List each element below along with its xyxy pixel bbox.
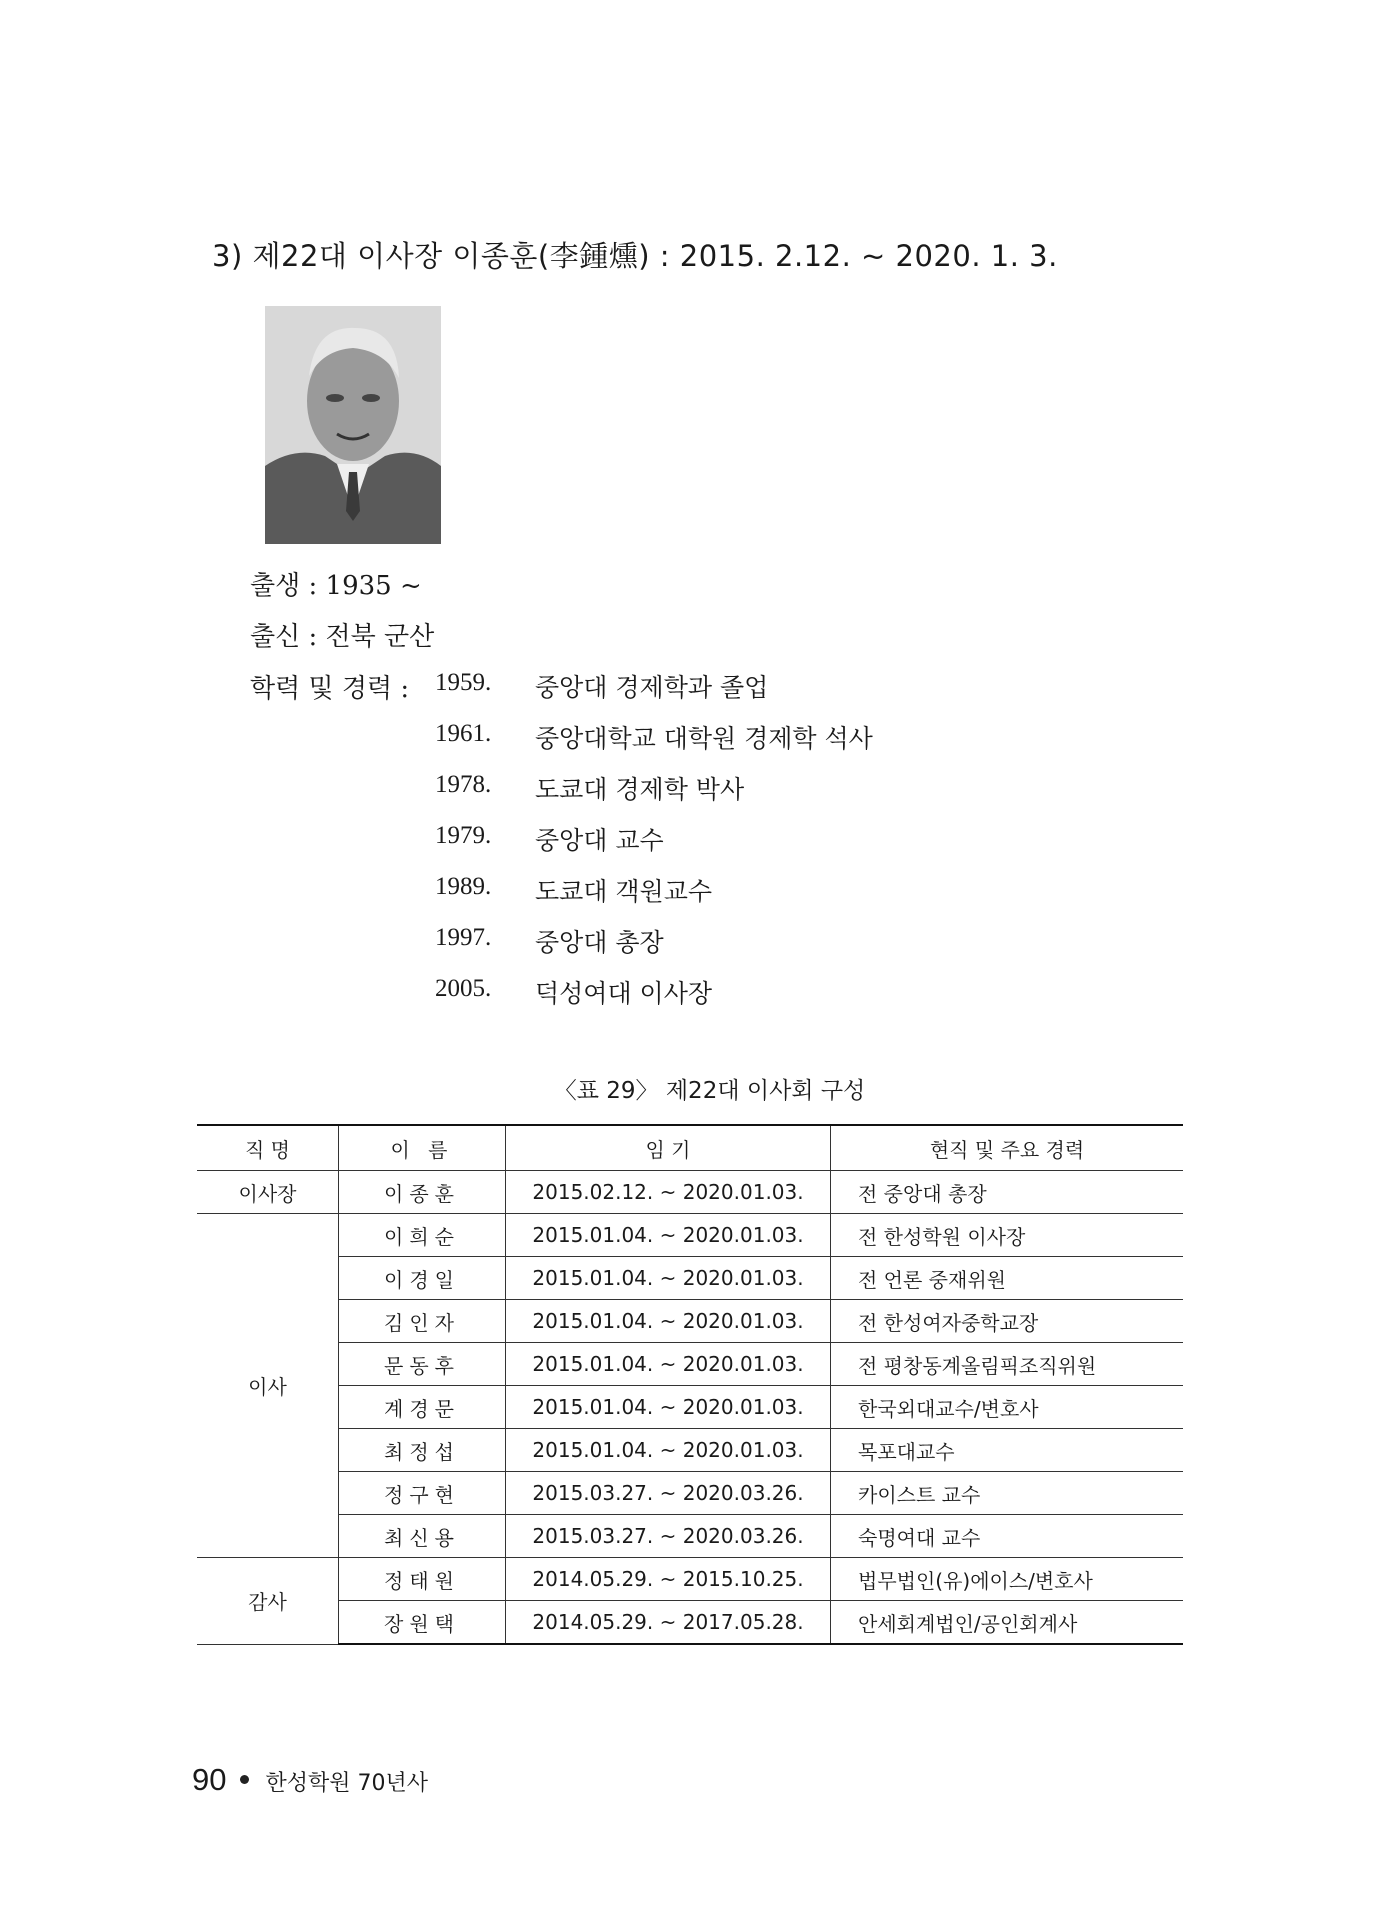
career-cell: 숙명여대 교수 — [831, 1515, 1184, 1558]
table-row — [197, 1257, 1183, 1300]
portrait-photo — [265, 306, 441, 544]
name-cell: 김인자 — [339, 1300, 506, 1343]
table-row — [197, 1515, 1183, 1558]
table-row — [197, 1343, 1183, 1386]
career-year: 2005. — [435, 975, 492, 1002]
career-description: 도쿄대 객원교수 — [535, 877, 712, 906]
career-description: 덕성여대 이사장 — [535, 979, 712, 1008]
career-cell: 전 한성여자중학교장 — [831, 1300, 1184, 1343]
term-cell: 2014.05.29. ~ 2015.10.25. — [506, 1558, 831, 1601]
birth-line: 출생 : 1935 ~ — [250, 571, 422, 601]
role-cell: 이사 — [197, 1214, 339, 1558]
header-career: 현직 및 주요 경력 — [831, 1125, 1184, 1171]
career-year: 1997. — [435, 924, 492, 951]
career-year: 1961. — [435, 720, 492, 747]
term-cell: 2015.01.04. ~ 2020.01.03. — [506, 1386, 831, 1429]
table-row — [197, 1300, 1183, 1343]
career-label: 학력 및 경력 : — [250, 674, 410, 704]
book-title: 한성학원 70년사 — [265, 1771, 428, 1796]
board-members-table — [197, 1124, 1183, 1645]
table-row — [197, 1171, 1183, 1214]
term-cell: 2015.03.27. ~ 2020.03.26. — [506, 1515, 831, 1558]
term-cell: 2015.01.04. ~ 2020.01.03. — [506, 1257, 831, 1300]
table-row — [197, 1558, 1183, 1601]
career-cell: 안세회계법인/공인회계사 — [831, 1601, 1184, 1645]
career-cell: 전 한성학원 이사장 — [831, 1214, 1184, 1257]
name-cell: 장원택 — [339, 1601, 506, 1645]
name-cell: 문동후 — [339, 1343, 506, 1386]
term-cell: 2015.02.12. ~ 2020.01.03. — [506, 1171, 831, 1214]
term-cell: 2015.01.04. ~ 2020.01.03. — [506, 1214, 831, 1257]
career-description: 도쿄대 경제학 박사 — [535, 775, 745, 804]
career-year: 1989. — [435, 873, 492, 900]
table-row — [197, 1386, 1183, 1429]
career-description: 중앙대학교 대학원 경제학 석사 — [535, 724, 873, 753]
table-row — [197, 1214, 1183, 1257]
table-row — [197, 1472, 1183, 1515]
career-cell: 법무법인(유)에이스/변호사 — [831, 1558, 1184, 1601]
career-year: 1959. — [435, 669, 492, 696]
career-description: 중앙대 교수 — [535, 826, 664, 855]
table-row — [197, 1429, 1183, 1472]
career-cell: 카이스트 교수 — [831, 1472, 1184, 1515]
header-role: 직 명 — [197, 1125, 339, 1171]
section-heading: 3) 제22대 이사장 이종훈(李鍾燻) : 2015. 2.12. ~ 2020. 1. 3. — [212, 239, 1058, 273]
name-cell: 이희순 — [339, 1214, 506, 1257]
name-cell: 이경일 — [339, 1257, 506, 1300]
term-cell: 2015.01.04. ~ 2020.01.03. — [506, 1429, 831, 1472]
career-description: 중앙대 총장 — [535, 928, 664, 957]
career-cell: 전 언론 중재위원 — [831, 1257, 1184, 1300]
bullet-icon — [240, 1775, 249, 1784]
table-row — [197, 1601, 1183, 1645]
name-cell: 최신용 — [339, 1515, 506, 1558]
page-number: 90 — [192, 1762, 227, 1797]
term-cell: 2015.01.04. ~ 2020.01.03. — [506, 1300, 831, 1343]
term-cell: 2014.05.29. ~ 2017.05.28. — [506, 1601, 831, 1645]
role-cell: 이사장 — [197, 1171, 339, 1214]
career-cell: 전 평창동계올림픽조직위원 — [831, 1343, 1184, 1386]
career-year: 1979. — [435, 822, 492, 849]
table-header-row — [197, 1125, 1183, 1171]
name-cell: 정구현 — [339, 1472, 506, 1515]
name-cell: 계경문 — [339, 1386, 506, 1429]
career-year: 1978. — [435, 771, 492, 798]
page-footer — [192, 1762, 428, 1798]
career-description: 중앙대 경제학과 졸업 — [535, 673, 769, 702]
term-cell: 2015.01.04. ~ 2020.01.03. — [506, 1343, 831, 1386]
table-caption: 〈표 29〉 제22대 이사회 구성 — [553, 1078, 866, 1104]
name-cell: 최정섭 — [339, 1429, 506, 1472]
header-name: 이 름 — [339, 1125, 506, 1171]
career-cell: 목포대교수 — [831, 1429, 1184, 1472]
career-cell: 전 중앙대 총장 — [831, 1171, 1184, 1214]
term-cell: 2015.03.27. ~ 2020.03.26. — [506, 1472, 831, 1515]
role-cell: 감사 — [197, 1558, 339, 1645]
name-cell: 이종훈 — [339, 1171, 506, 1214]
career-cell: 한국외대교수/변호사 — [831, 1386, 1184, 1429]
name-cell: 정태원 — [339, 1558, 506, 1601]
header-term: 임 기 — [506, 1125, 831, 1171]
origin-line: 출신 : 전북 군산 — [250, 622, 435, 652]
